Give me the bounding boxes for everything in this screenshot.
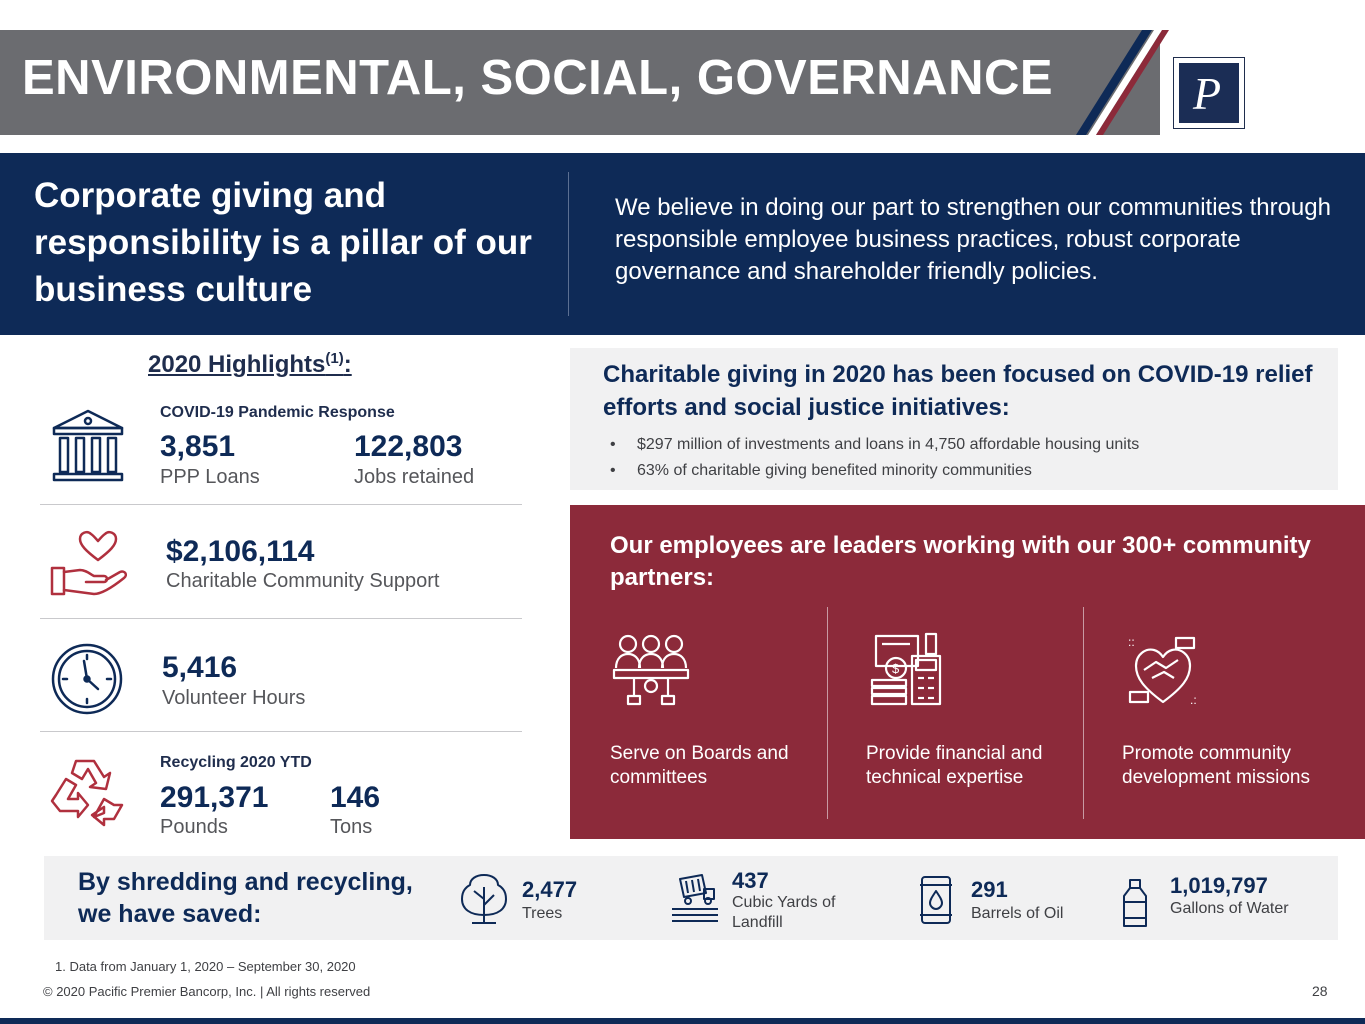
highlights-title-colon: : <box>343 351 352 378</box>
recycling-pounds-label: Pounds <box>160 816 228 838</box>
financial-expertise-label: Provide financial and technical expertise <box>866 743 1043 788</box>
highlights-footnote-ref: (1) <box>325 350 344 367</box>
copyright: © 2020 Pacific Premier Bancorp, Inc. | All rights reserved <box>43 984 371 999</box>
jobs-retained-value: 122,803 <box>354 430 463 463</box>
heart-hand-icon <box>50 530 130 600</box>
water-saved-label: Gallons of Water <box>1170 900 1289 917</box>
decorative-stripes <box>1070 28 1170 138</box>
landfill-saved-label: Cubic Yards of Landfill <box>732 894 836 931</box>
charitable-support-label: Charitable Community Support <box>166 570 440 592</box>
volunteer-hours-value: 5,416 <box>162 651 238 684</box>
band-divider <box>568 172 569 316</box>
logo-mark <box>1179 63 1239 123</box>
serve-on-boards-label: Serve on Boards and committees <box>610 743 789 788</box>
oil-saved-value: 291 <box>971 877 1008 902</box>
recycling-pounds-value: 291,371 <box>160 781 269 814</box>
bullet-marker: • <box>610 462 616 479</box>
covid-response-label: COVID-19 Pandemic Response <box>160 404 395 421</box>
ppp-loans-label: PPP Loans <box>160 466 260 488</box>
divider <box>40 731 522 732</box>
band-headline: Corporate giving and responsibility is a pillar of our business culture <box>34 176 532 309</box>
ppp-loans-value: 3,851 <box>160 430 236 463</box>
tree-icon <box>458 873 510 927</box>
volunteer-hours-label: Volunteer Hours <box>162 687 306 709</box>
svg-text:$: $ <box>892 661 900 676</box>
financial-calculator-icon <box>870 632 944 708</box>
footnote: 1. Data from January 1, 2020 – September 30, 2020 <box>55 959 356 974</box>
page-title: ENVIRONMENTAL, SOCIAL, GOVERNANCE <box>22 51 1054 105</box>
band-statement: We believe in doing our part to strengthen our communities through responsible employee business practices, robust corporate governance and shareholder friendly policies. <box>615 194 1331 285</box>
company-logo <box>1173 57 1245 129</box>
trees-saved-label: Trees <box>522 905 563 922</box>
bottom-bar <box>0 1018 1365 1024</box>
divider <box>40 504 522 505</box>
recycle-icon <box>48 757 124 829</box>
handshake-globe-icon <box>1124 632 1202 708</box>
landfill-truck-icon <box>670 873 720 923</box>
bank-icon <box>50 408 126 484</box>
charitable-bullet-minority: 63% of charitable giving benefited minority communities <box>637 462 1032 479</box>
bullet-marker: • <box>610 436 616 453</box>
jobs-retained-label: Jobs retained <box>354 466 475 488</box>
recycling-tons-value: 146 <box>330 781 381 814</box>
recycling-label: Recycling 2020 YTD <box>160 754 312 771</box>
savings-title: By shredding and recycling, we have saved: <box>78 868 413 928</box>
oil-barrel-icon <box>918 875 954 925</box>
clock-icon <box>50 642 124 716</box>
landfill-saved-value: 437 <box>732 868 769 893</box>
water-jug-icon <box>1120 878 1150 930</box>
boardroom-icon <box>612 632 690 708</box>
charitable-giving-title: Charitable giving in 2020 has been focused on COVID-19 relief efforts and social justice initiatives: <box>603 361 1313 421</box>
trees-saved-value: 2,477 <box>522 877 578 902</box>
highlights-title-text: 2020 Highlights <box>148 351 326 378</box>
community-partners-title: Our employees are leaders working with our 300+ community partners: <box>610 532 1311 591</box>
oil-saved-label: Barrels of Oil <box>971 905 1064 922</box>
page-number: 28 <box>1312 983 1328 999</box>
highlights-title <box>148 350 352 379</box>
water-saved-value: 1,019,797 <box>1170 873 1268 898</box>
charitable-bullet-housing: $297 million of investments and loans in 4,750 affordable housing units <box>637 436 1140 453</box>
community-development-label: Promote community development missions <box>1122 743 1310 788</box>
logo-letter: P <box>1193 68 1222 119</box>
svg-text:.:: .: <box>1190 693 1197 707</box>
recycling-tons-label: Tons <box>330 816 373 838</box>
charitable-support-value: $2,106,114 <box>166 535 315 568</box>
divider <box>40 618 522 619</box>
svg-text:::: :: <box>1128 635 1135 649</box>
